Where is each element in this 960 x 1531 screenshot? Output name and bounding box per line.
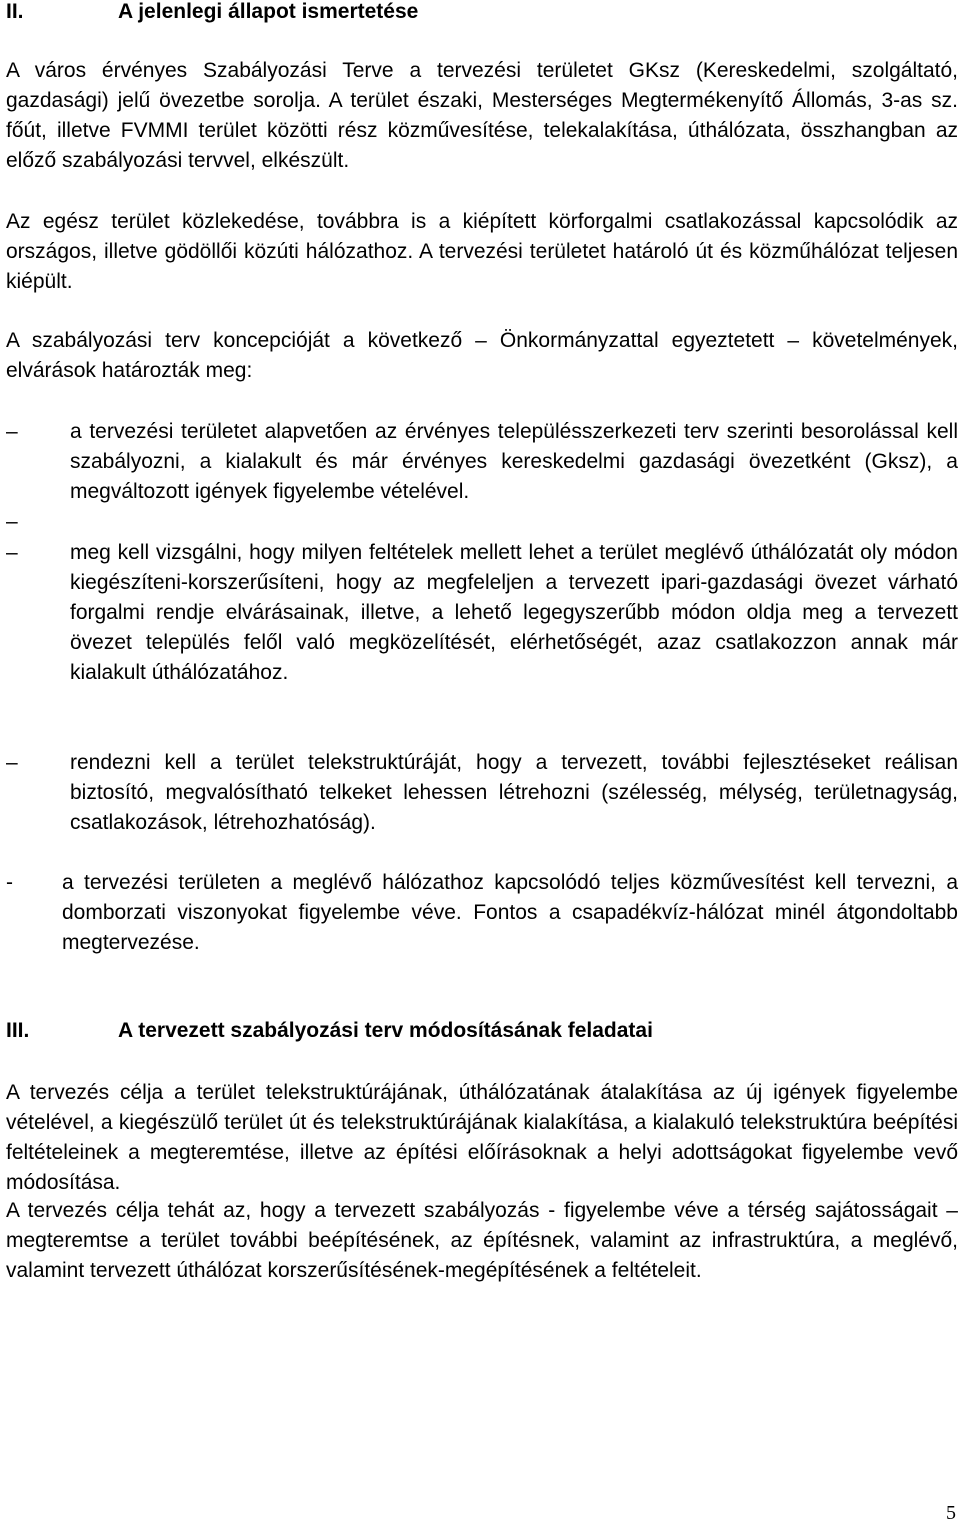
page-number: 5 — [946, 1502, 956, 1524]
section-2-heading — [6, 0, 418, 26]
section-3-title: A tervezett szabályozási terv módosításának feladatai — [118, 1019, 653, 1042]
bullet-dash: – — [6, 510, 18, 533]
section-3-heading — [6, 1017, 653, 1045]
section-2-title: A jelenlegi állapot ismertetése — [118, 0, 419, 23]
list-item — [6, 417, 958, 507]
bullet-dash: - — [6, 871, 13, 894]
list-item-text: rendezni kell a terület telekstruktúráját, hogy a tervezett, további fejlesztéseket reálisan biztosító, megvalósítható telkeket lehessen létrehozni (szélesség, mélység, területnagyság, csatlakozások, létrehozhatóság). — [70, 751, 958, 834]
section-3-paragraph-1: A tervezés célja a terület telekstruktúrájának, úthálózatának átalakítása az új igények figyelembe vételével, a kiegészülő terület út és telekstruktúrájának kialakítása, a kialakuló telekstruktúra beépítési feltételeinek a megteremtése, illetve az építési előírásoknak a helyi adottságokat figyelembe vevő módosítása. — [6, 1081, 958, 1194]
bullet-dash: – — [6, 541, 18, 564]
list-item — [6, 748, 958, 838]
section-2-paragraph-1: A város érvényes Szabályozási Terve a tervezési területet GKsz (Kereskedelmi, szolgáltató, gazdasági) jelű övezetbe sorolja. A terület északi, Mesterséges Megtermékenyítő Állomás, 3-as sz. főút, illetve FVMMI terület közötti rész közművesítése, telekalakítása, úthálózata, összhangban az előző szabályozási tervvel, elkészült. — [6, 59, 958, 172]
section-2-paragraph-2: Az egész terület közlekedése, továbbra is a kiépített körforgalmi csatlakozással kapcsolódik az országos, illetve gödöllői közúti hálózathoz. A tervezési területet határoló út és közműhálózat teljesen kiépült. — [6, 210, 958, 293]
list-item-text: a tervezési területen a meglévő hálózathoz kapcsolódó teljes közművesítést kell tervezni, a domborzati viszonyokat figyelembe véve. Fontos a csapadékvíz-hálózat minél átgondoltabb megtervezése. — [62, 871, 958, 954]
list-item — [6, 868, 958, 958]
empty-list-item — [6, 507, 958, 537]
list-item — [6, 538, 958, 688]
list-item-text: a tervezési területet alapvetően az érvényes településszerkezeti terv szerinti besorolással kell szabályozni, a kialakult és már érvényes kereskedelmi gazdasági övezetként (Gksz), a megváltozott igények figyelembe vételével. — [70, 420, 958, 503]
bullet-dash: – — [6, 420, 18, 443]
list-item-text: meg kell vizsgálni, hogy milyen feltételek mellett lehet a terület meglévő úthálózatát oly módon kiegészíteni-korszerűsíteni, hogy az megfeleljen a tervezett ipari-gazdasági övezet várható forgalmi rendje elvárásainak, illetve, a lehető legegyszerűbb módon oldja meg a tervezett övezet település felől való megközelítését, elérhetőségét, azaz csatlakozzon annak már kialakult úthálózatához. — [70, 541, 958, 684]
bullet-dash: – — [6, 751, 18, 774]
section-3-number: III. — [6, 1019, 30, 1042]
section-2-number: II. — [6, 0, 24, 23]
section-2-paragraph-3: A szabályozási terv koncepcióját a következő – Önkormányzattal egyeztetett – követelmények, elvárások határozták meg: — [6, 329, 958, 382]
section-3-paragraph-2: A tervezés célja tehát az, hogy a tervezett szabályozás - figyelembe véve a térség sajátosságait – megteremtse a terület további beépítésének, az építésnek, valamint az infrastruktúra, a meglévő, valamint tervezett úthálózat korszerűsítésének-megépítésének a feltételeit. — [6, 1199, 958, 1282]
